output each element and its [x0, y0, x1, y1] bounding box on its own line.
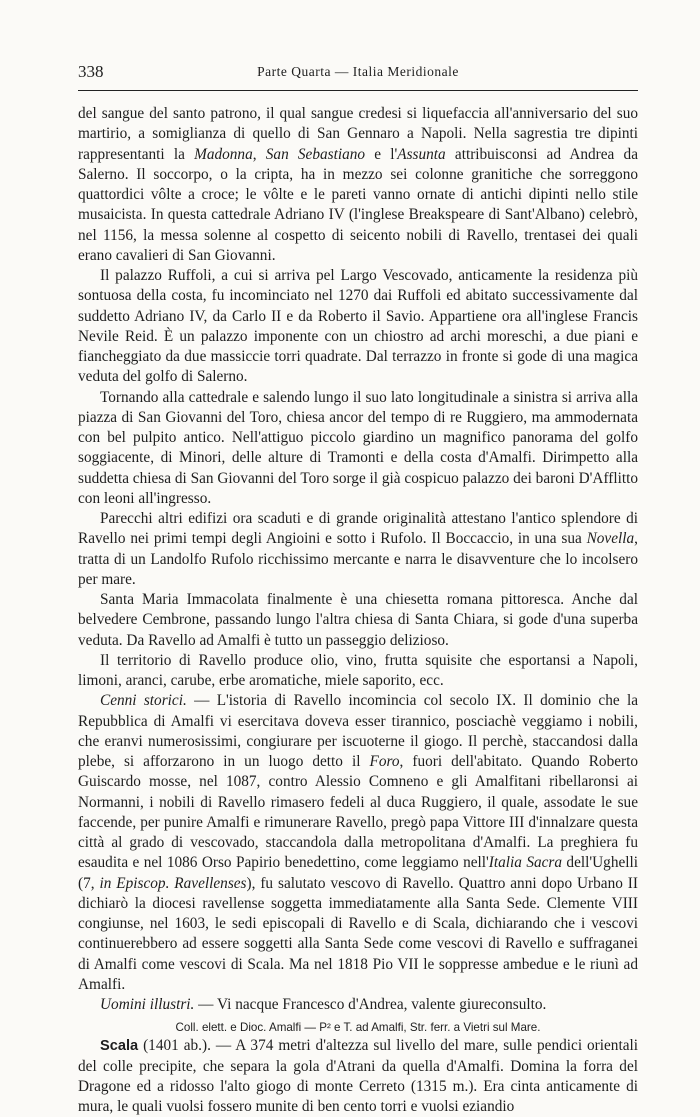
italic-text: Assunta — [397, 145, 446, 163]
scala-title: Scala — [100, 1038, 139, 1055]
page-header — [78, 60, 638, 86]
text-run: — Vi nacque Francesco d'Andrea, valente giureconsulto. — [194, 996, 547, 1013]
header-rule — [78, 90, 638, 91]
italic-text: San Sebastiano — [265, 145, 366, 163]
text-run: Parecchi altri edifizi ora scaduti e di grande originalità attestano l'antico splendore di Ravello nei primi tempi degli Angioini e sotto i Rufolo. Il Boccaccio, in una sua — [78, 510, 638, 548]
italic-text: Foro — [369, 753, 400, 770]
text-run: e l' — [365, 145, 398, 163]
postal-caption: Coll. elett. e Dioc. Amalfi — P² e T. ad Amalfi, Str. ferr. a Vietri sul Mare. — [175, 1021, 541, 1035]
text-run: , fuori dell'abitato. Quando Roberto Guiscardo mosse, nel 1087, contro Alessio Comneno e gli Amalfitani ribellaronsi ai Normanni, i nobili di Ravello rimasero fedeli al duca Ruggiero, il quale, assodate le sue faccende, per punire Amalfi e rimunerare Ravello, pregò papa Vittore III d'innalzare questa città al grado di vescovado, staccandola dalla metropolitana d'Amalfi. La preghiera fu esaudita e nel 1086 Orso Papirio benedettino, come leggiamo nell' — [78, 753, 638, 872]
text-run: ), fu salutato vescovo di Ravello. Quattro anni dopo Urbano II dichiarò la diocesi ravellense soggetta immediatamente alla Santa Sede. Clemente VIII congiunse, nel 1603, le sedi episcopali di Ravello e di Scala, dichiarando che i vescovi continuerebbero ad essere soggetti alla Santa Sede come vescovi di Ravello e suffraganei di Amalfi come vescovi di Scala. Ma nel 1818 Pio VII le soppresse ambedue e le riunì ad Amalfi. — [78, 874, 638, 993]
text-run: , tratta di un Landolfo Rufolo ricchissimo mercante e narra le disavventure che lo incolsero per mare. — [78, 530, 638, 588]
italic-text: Cenni storici. — [100, 692, 187, 710]
paragraph — [78, 266, 638, 388]
text-run: Il palazzo Ruffoli, a cui si arriva pel Largo Vescovado, anticamente la residenza più sontuosa della costa, fu incominciato nel 1270 dai Ruffoli ed abitato successivamente dal suddetto Adriano IV, da Carlo II e da Roberto il Savio. Appartiene ora all'inglese Francis Nevile Reid. È un palazzo imponente con un chiostro ad archi moreschi, a due piani e fiancheggiato da due massiccie torri quadrate. Dal terrazzo in fronte si gode di una magica veduta del golfo di Salerno. — [78, 267, 638, 386]
paragraph — [78, 388, 638, 510]
scala-text: (1401 ab.). — A 374 metri d'altezza sul livello del mare, sulle pendici orientali del colle precipite, che separa la gola d'Atrani da quella d'Amalfi. Domina la forra del Dragone ed a ridosso l'alto giogo di monte Cerreto (1315 m.). Era cinta anticamente di mura, le quali vuolsi fossero munite di ben cento torri e vuolsi eziandio — [78, 1037, 638, 1115]
page-number: 338 — [78, 62, 104, 81]
text-run: Santa Maria Immacolata finalmente è una chiesetta romana pittoresca. Anche dal belvedere Cembrone, passando lungo l'altra chiesa di Santa Chiara, si gode d'una superba veduta. Da Ravello ad Amalfi è tutto un passeggio delizioso. — [78, 591, 638, 649]
text-run: — L'istoria di Ravello incomincia col secolo IX. Il dominio che la Repubblica di Amalfi vi esercitava doveva esser tirannico, posciachè veggiamo i nobili, che eranvi numerosissimi, congiurare per iscuoterne il giogo. Il perchè, staccandosi dalla plebe, si afforzarono in un luogo detto il — [78, 692, 638, 770]
paragraph — [78, 691, 638, 995]
text-run: Tornando alla cattedrale e salendo lungo il suo lato longitudinale a sinistra si arriva alla piazza di San Giovanni del Toro, chiesa ancor del tempo di re Ruggiero, ma ammodernata con bel pulpito antico. Nell'attiguo piccolo giardino un magnifico panorama del golfo soggiacente, di Minori, delle alture di Tramonti e della costa d'Amalfi. Dirimpetto alla suddetta chiesa di San Giovanni del Toro sorge il già cospicuo palazzo dei baroni D'Afflitto con leoni all'ingresso. — [78, 388, 638, 507]
italic-text: Novella — [586, 530, 635, 548]
paragraph — [78, 104, 638, 266]
running-title: Parte Quarta — Italia Meridionale — [257, 64, 459, 79]
italic-text: Madonna — [194, 145, 253, 163]
paragraph — [78, 651, 638, 692]
paragraphs — [78, 104, 638, 1015]
text-run: dell'Ughelli (7, — [78, 854, 639, 892]
paragraph — [78, 509, 638, 590]
text-run: , — [252, 145, 266, 163]
italic-text: in Episcop. Ravellenses — [99, 874, 247, 892]
italic-text: Uomini illustri. — [100, 996, 195, 1013]
italic-text: Italia Sacra — [488, 854, 563, 872]
text-run: del sangue del santo patrono, il qual sangue credesi si liquefaccia all'anniversario del suo martirio, a somiglianza di quello di San Gennaro a Napoli. Nella sagrestia tre dipinti rappresentanti la — [78, 105, 638, 163]
paragraph — [78, 995, 638, 1015]
scala-entry — [78, 1036, 638, 1117]
body-text — [78, 104, 638, 1117]
text-run: Il territorio di Ravello produce olio, vino, frutta squisite che esportansi a Napoli, limoni, aranci, carube, erbe aromatiche, miele saporito, ecc. — [78, 651, 638, 689]
paragraph — [78, 590, 638, 651]
text-run: attribuisconsi ad Andrea da Salerno. Il soccorpo, o la cripta, ha in mezzo sei colonne granitiche che sorreggono quattordici vôlte a croce; le vôlte e le pareti vanno ornate di antichi dipinti nello stile musaicista. In questa cattedrale Adriano IV (l'inglese Breakspeare di Sant'Albano) celebrò, nel 1156, la messa solenne al cospetto di seicento nobili di Ravello, trentasei dei quali erano cavalieri di San Giovanni. — [78, 145, 638, 264]
